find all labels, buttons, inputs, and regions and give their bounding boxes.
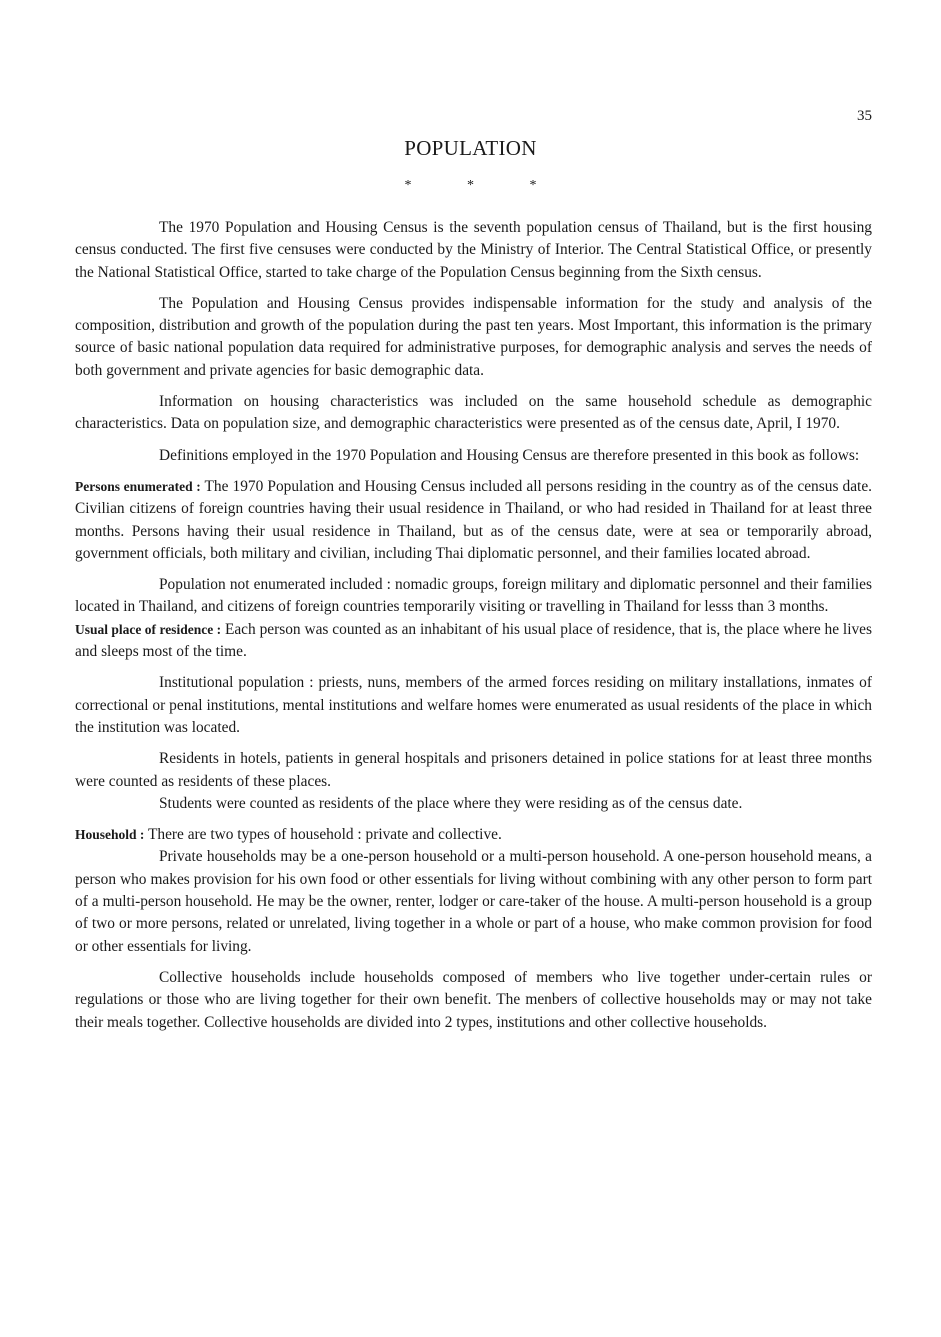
definition-text-persons: The 1970 Population and Housing Census included all persons residing in the country as of the census date. Civilian citizens of foreign countries having their usual residence in Thailand, or who had resided in Thailand for at least three months. Persons having their usual residence in Thailand, but as of the census date, were at sea or temporarily abroad, government officials, both military and civilian, including Thai diplomatic personnel, and their families located abroad.: [75, 477, 872, 562]
definition-term-persons: Persons enumerated :: [75, 478, 201, 494]
page-title: POPULATION: [404, 136, 537, 160]
document-body: [75, 217, 872, 1034]
page-number: 35: [857, 108, 872, 124]
definition-text-usual-residence: Each person was counted as an inhabitant of his usual place of residence, that is, the place where he lives and sleeps most of the time.: [75, 620, 872, 661]
paragraph-private-households: Private households may be a one-person household or a multi-person household. A one-person household means, a person who makes provision for his own food or other essentials for living without combining with any other person to form part of a multi-person household. He may be the owner, renter, lodger or care-taker of the house. A multi-person household is a group of two or more persons, related or unrelated, living together in a whole or part of a house, who make common provision for food or other essentials for living.: [75, 848, 872, 955]
definition-term-usual-residence: Usual place of residence :: [75, 621, 222, 637]
definition-persons-enumerated: [75, 476, 872, 565]
definition-term-household: Household :: [75, 827, 145, 843]
paragraph-census-intro: The 1970 Population and Housing Census is the seventh population census of Thailand, but is the first housing census conducted. The first five censuses were conducted by the Ministry of Interior. The Central Statistical Office, or presently the National Statistical Office, started to take charge of the Population Census beginning from the Sixth census.: [75, 219, 872, 281]
paragraph-not-enumerated: Population not enumerated included : nomadic groups, foreign military and diplomatic personnel and their families located in Thailand, and citizens of foreign countries temporarily visiting or travelling in Thailand for lesss than 3 months.: [75, 576, 872, 616]
definition-usual-residence: [75, 619, 872, 664]
paragraph-collective-households: Collective households include households composed of members who live together under-certain rules or regulations or those who are living together for their own benefit. The menbers of collective households may or may not take their meals together. Collective households are divided into 2 types, institutions and other collective households.: [75, 968, 872, 1031]
paragraph-definitions-intro: Definitions employed in the 1970 Population and Housing Census are therefore presented in this book as follows:: [159, 446, 860, 464]
definition-text-household: There are two types of household : private and collective.: [144, 826, 502, 844]
paragraph-institutional-population: Institutional population : priests, nuns, members of the armed forces residing on military installations, inmates of correctional or penal institutions, mental institutions and welfare homes were enumerated as usual residents of the place in which the institution was located.: [75, 674, 872, 736]
paragraph-housing-info: Information on housing characteristics was included on the same household schedule as demographic characteristics. Data on population size, and demographic characteristics were presented as of the census date, April, I 1970.: [75, 393, 872, 433]
paragraph-students: Students were counted as residents of the place where they were residing as of the census date.: [159, 794, 743, 812]
paragraph-census-purpose: The Population and Housing Census provides indispensable information for the study and analysis of the composition, distribution and growth of the population during the past ten years. Most Important, this information is the primary source of basic national population data required for administrative purposes, for demographic analysis and serves the needs of both government and private agencies for basic demographic data.: [75, 294, 872, 379]
section-separator: * * *: [404, 178, 537, 193]
paragraph-hotel-residents: Residents in hotels, patients in general hospitals and prisoners detained in police stations for at least three months were counted as residents of these places.: [75, 750, 872, 790]
definition-household: [75, 824, 872, 846]
